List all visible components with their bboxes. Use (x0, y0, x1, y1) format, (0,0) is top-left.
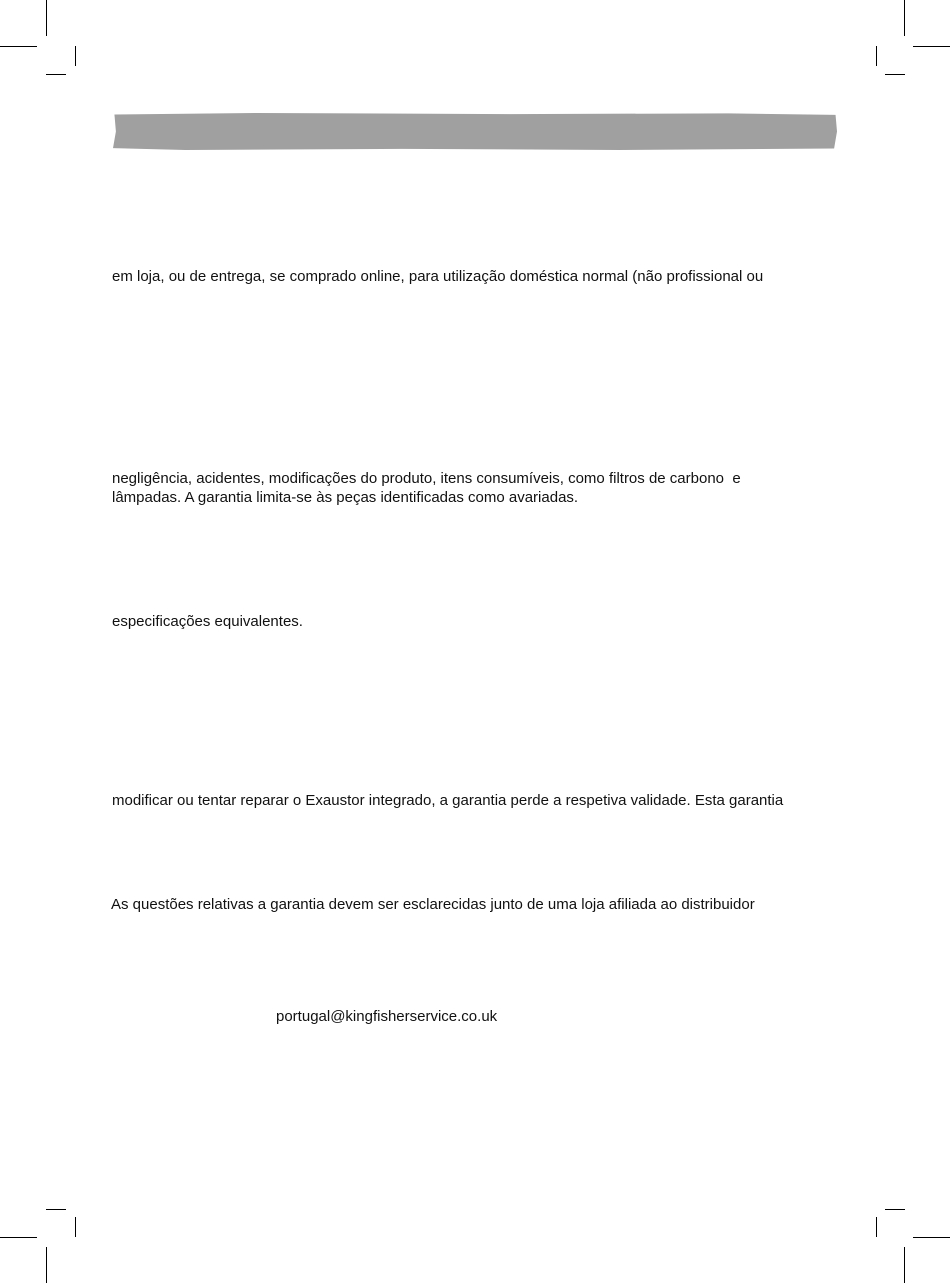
section-header-bar (113, 113, 837, 150)
crop-mark-bottom-left-outer-vertical (46, 1247, 47, 1283)
crop-mark-bottom-left-outer-horizontal (0, 1237, 37, 1238)
crop-mark-top-left-outer-vertical (46, 0, 47, 36)
crop-mark-bottom-left-inner-vertical (75, 1217, 76, 1237)
crop-mark-bottom-right-outer-horizontal (913, 1237, 950, 1238)
warranty-text-line-2: negligência, acidentes, modificações do produto, itens consumíveis, como filtros de carbono e (112, 470, 741, 487)
crop-mark-bottom-left-inner-horizontal (46, 1209, 66, 1210)
crop-mark-top-right-outer-vertical (904, 0, 905, 36)
crop-mark-bottom-right-inner-horizontal (885, 1209, 905, 1210)
contact-email[interactable]: portugal@kingfisherservice.co.uk (276, 1008, 498, 1025)
crop-mark-top-right-inner-horizontal (885, 74, 905, 75)
crop-mark-top-left-outer-horizontal (0, 46, 37, 47)
crop-mark-bottom-right-outer-vertical (904, 1247, 905, 1283)
crop-mark-top-right-inner-vertical (876, 46, 877, 66)
crop-mark-top-left-inner-horizontal (46, 74, 66, 75)
crop-mark-top-right-outer-horizontal (913, 46, 950, 47)
warranty-text-line-5: modificar ou tentar reparar o Exaustor integrado, a garantia perde a respetiva validade. Esta garantia (112, 792, 784, 809)
crop-mark-bottom-right-inner-vertical (876, 1217, 877, 1237)
warranty-text-line-4: especificações equivalentes. (112, 613, 303, 630)
warranty-text-line-6: As questões relativas a garantia devem ser esclarecidas junto de uma loja afiliada ao distribuidor (111, 896, 755, 913)
warranty-text-line-1: em loja, ou de entrega, se comprado online, para utilização doméstica normal (não profissional ou (112, 268, 764, 285)
crop-mark-top-left-inner-vertical (75, 46, 76, 66)
warranty-text-line-3: lâmpadas. A garantia limita-se às peças identificadas como avariadas. (112, 489, 579, 506)
